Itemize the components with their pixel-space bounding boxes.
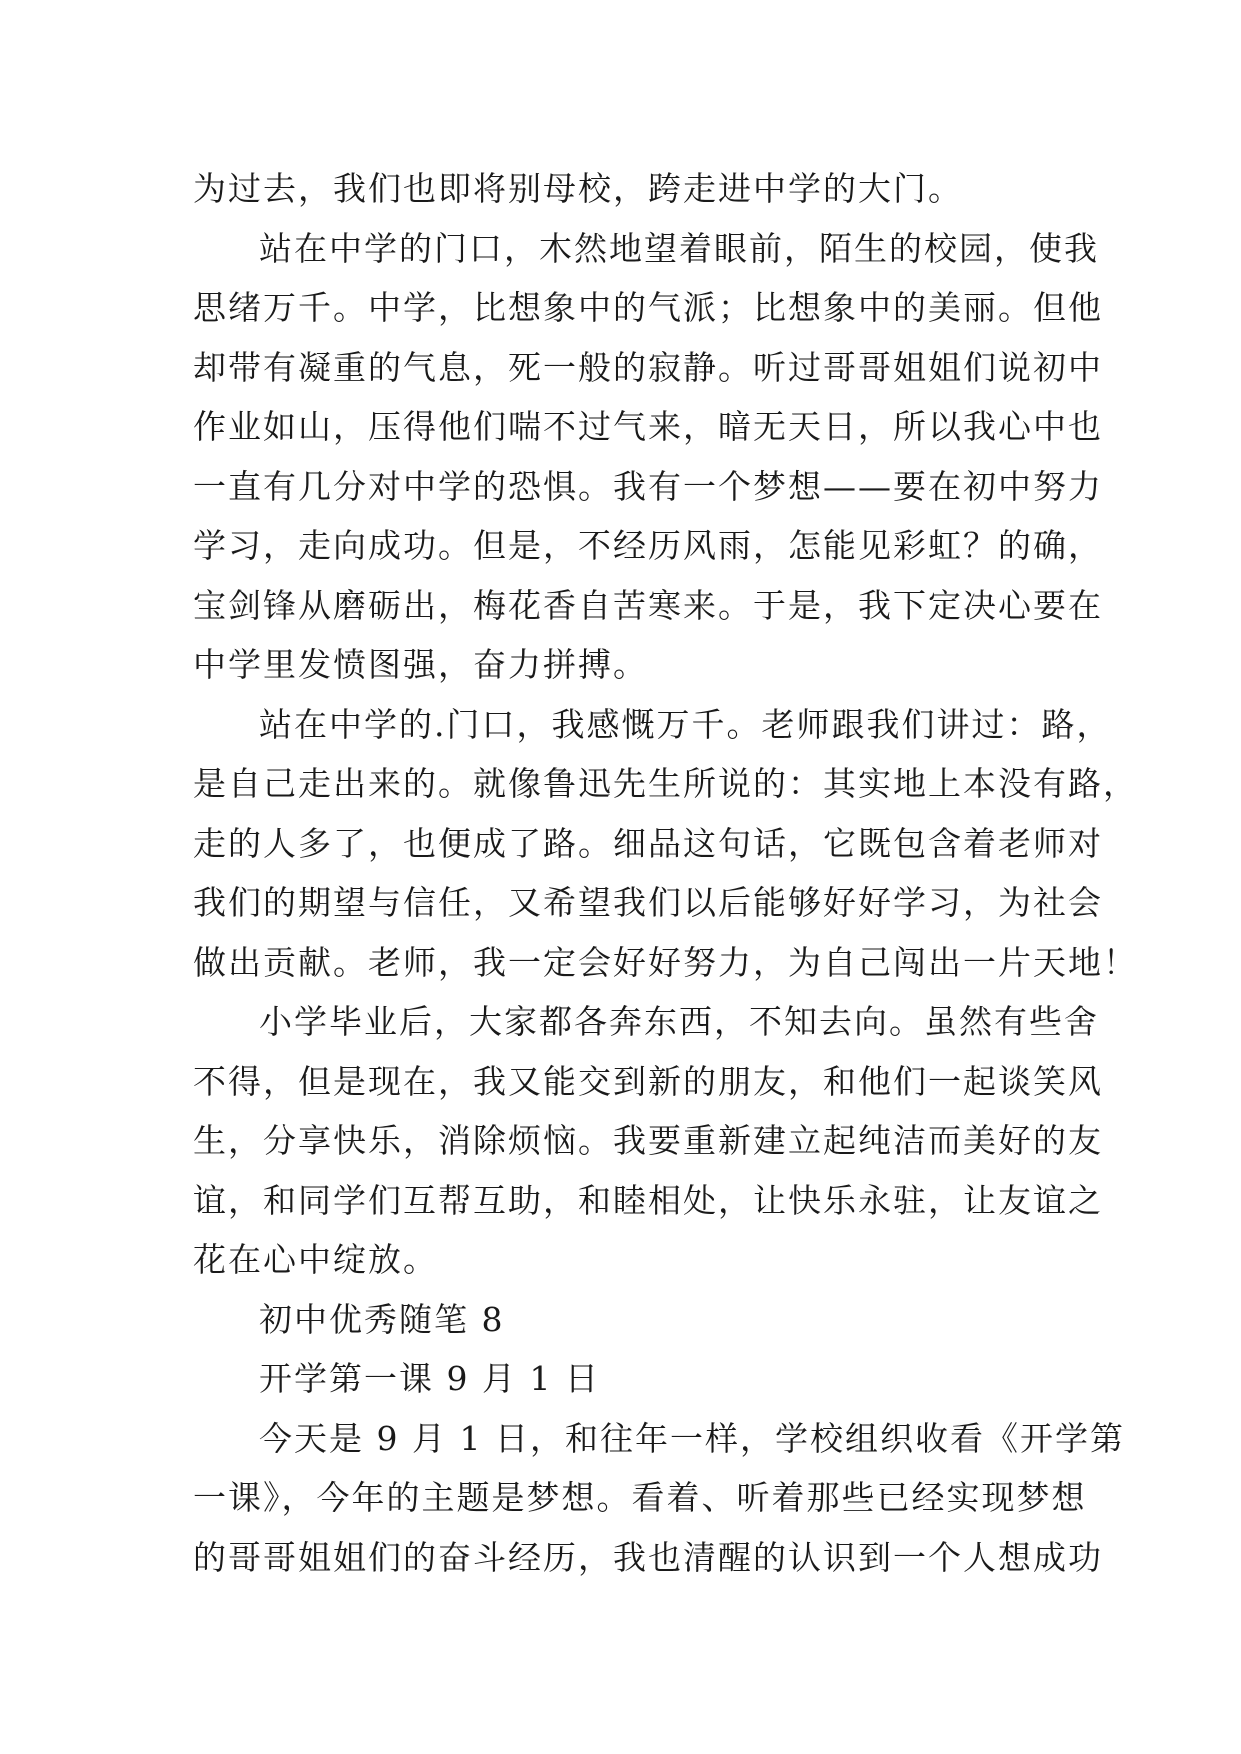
text-line: 却带有凝重的气息，死一般的寂静。听过哥哥姐姐们说初中 xyxy=(193,347,1103,387)
text-line: 做出贡献。老师，我一定会好好努力，为自己闯出一片天地！ xyxy=(193,942,1138,982)
text-line: 一直有几分对中学的恐惧。我有一个梦想——要在初中努力 xyxy=(193,466,1103,506)
text-line: 站在中学的.门口，我感慨万千。老师跟我们讲过：路， xyxy=(259,704,1112,744)
text-line: 一课》，今年的主题是梦想。看着、听着那些已经实现梦想 xyxy=(193,1478,1087,1517)
text-line: 宝剑锋从磨砺出，梅花香自苦寒来。于是，我下定决心要在 xyxy=(193,585,1103,625)
text-line: 学习，走向成功。但是，不经历风雨，怎能见彩虹？的确， xyxy=(193,526,1103,565)
text-line: 为过去，我们也即将别母校，跨走进中学的大门。 xyxy=(193,169,963,208)
text-line: 小学毕业后，大家都各奔东西，不知去向。虽然有些舍 xyxy=(259,1002,1099,1041)
text-line: 作业如山，压得他们喘不过气来，暗无天日，所以我心中也 xyxy=(193,407,1103,446)
text-line: 中学里发愤图强，奋力拼搏。 xyxy=(193,645,648,684)
text-line: 不得，但是现在，我又能交到新的朋友，和他们一起谈笑风 xyxy=(193,1061,1103,1101)
text-line: 思绪万千。中学，比想象中的气派；比想象中的美丽。但他 xyxy=(193,288,1103,327)
text-line: 生，分享快乐，消除烦恼。我要重新建立起纯洁而美好的友 xyxy=(193,1121,1103,1160)
text-line: 是自己走出来的。就像鲁迅先生所说的：其实地上本没有路， xyxy=(193,764,1138,803)
section-subheading: 开学第一课 9 月 1 日 xyxy=(259,1359,600,1398)
text-line: 谊，和同学们互帮互助，和睦相处，让快乐永驻，让友谊之 xyxy=(193,1180,1103,1220)
body-text xyxy=(193,159,1138,1587)
text-line: 花在心中绽放。 xyxy=(193,1240,438,1279)
text-line: 今天是 9 月 1 日，和往年一样，学校组织收看《开学第 xyxy=(259,1418,1125,1458)
section-heading: 初中优秀随笔 8 xyxy=(259,1299,505,1339)
text-line: 的哥哥姐姐们的奋斗经历，我也清醒的认识到一个人想成功 xyxy=(193,1537,1103,1577)
text-line: 走的人多了，也便成了路。细品这句话，它既包含着老师对 xyxy=(193,823,1103,863)
text-line: 我们的期望与信任，又希望我们以后能够好好学习，为社会 xyxy=(193,883,1103,922)
text-line: 站在中学的门口，木然地望着眼前，陌生的校园，使我 xyxy=(259,228,1099,268)
